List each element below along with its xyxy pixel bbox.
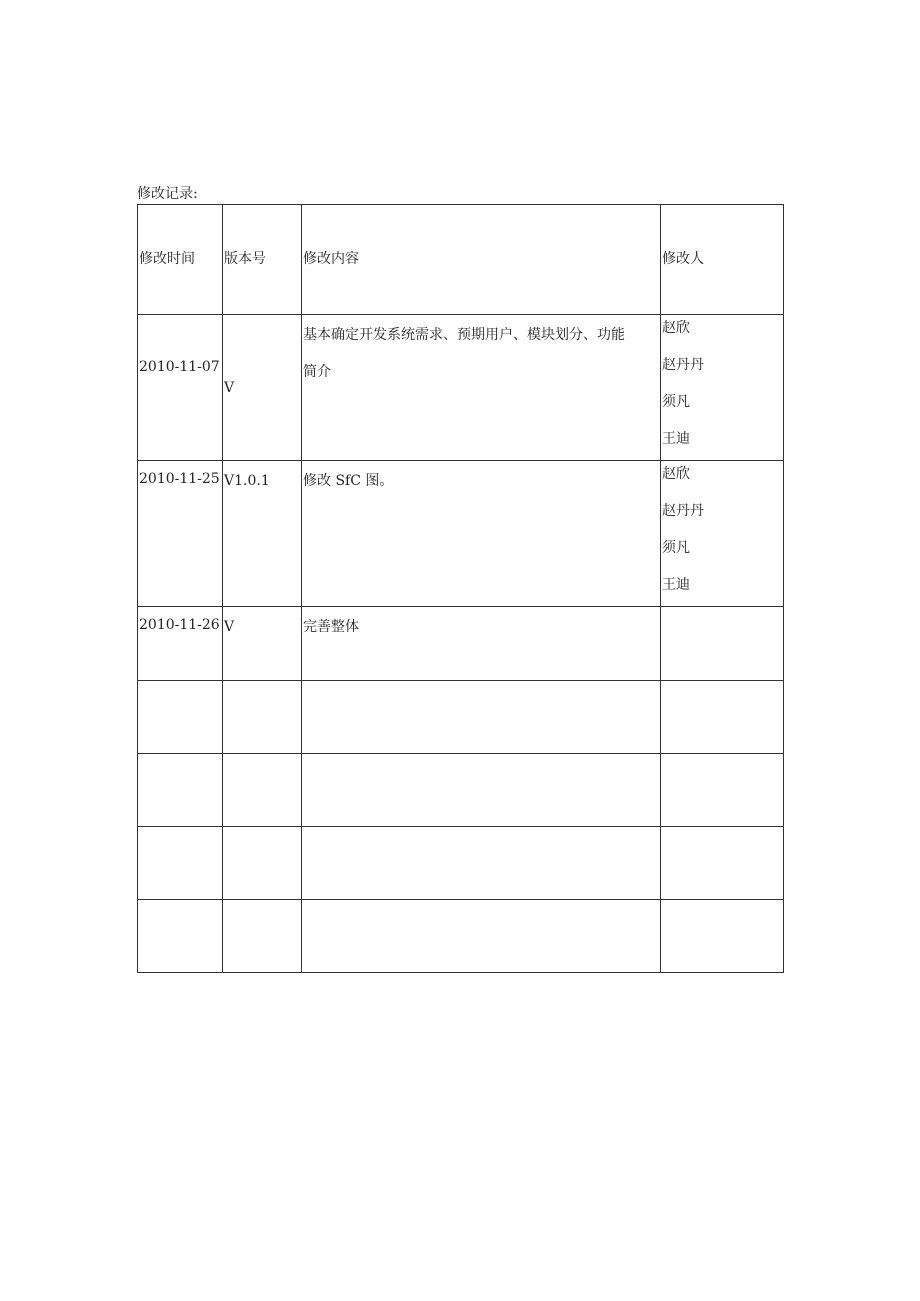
date-cell — [138, 315, 223, 461]
author-name: 赵欣 — [662, 320, 690, 336]
row-version: V1.0.1 — [224, 473, 270, 489]
row-date: 2010-11-26 — [139, 617, 220, 633]
author-name: 赵丹丹 — [662, 357, 704, 373]
version-cell — [223, 827, 302, 900]
version-cell — [223, 315, 302, 461]
content-cell — [302, 315, 661, 461]
content-cell — [302, 681, 661, 754]
author-name: 王迪 — [662, 431, 690, 447]
author-cell — [661, 754, 784, 827]
author-cell — [661, 315, 784, 461]
row-content: 修改 SfC 图。 — [303, 473, 394, 489]
row-content: 基本确定开发系统需求、预期用户、模块划分、功能简介 — [303, 327, 625, 380]
version-cell — [223, 900, 302, 973]
author-list — [662, 315, 704, 463]
version-cell — [223, 754, 302, 827]
content-cell — [302, 754, 661, 827]
version-cell — [223, 681, 302, 754]
header-content: 修改内容 — [303, 251, 359, 267]
row-date: 2010-11-07 — [139, 359, 220, 375]
author-cell — [661, 681, 784, 754]
header-cell-time — [138, 205, 223, 315]
table-row — [138, 827, 784, 900]
table-row — [138, 900, 784, 973]
table-row — [138, 681, 784, 754]
author-name: 须凡 — [662, 394, 690, 410]
row-content: 完善整体 — [303, 619, 359, 635]
date-cell — [138, 681, 223, 754]
version-cell — [223, 607, 302, 681]
author-name: 须凡 — [662, 540, 690, 556]
date-cell — [138, 900, 223, 973]
header-cell-version — [223, 205, 302, 315]
revision-table — [137, 204, 784, 973]
content-cell — [302, 607, 661, 681]
content-cell — [302, 827, 661, 900]
header-time: 修改时间 — [139, 251, 195, 267]
date-cell — [138, 607, 223, 681]
row-version: V — [224, 619, 235, 635]
header-version: 版本号 — [224, 251, 266, 267]
date-cell — [138, 754, 223, 827]
revision-record-label: 修改记录: — [137, 186, 198, 202]
content-cell — [302, 461, 661, 607]
table-row — [138, 607, 784, 681]
author-name: 赵欣 — [662, 466, 690, 482]
author-cell — [661, 607, 784, 681]
header-cell-author — [661, 205, 784, 315]
table-row — [138, 315, 784, 461]
content-cell — [302, 900, 661, 973]
date-cell — [138, 827, 223, 900]
table-header-row — [138, 205, 784, 315]
row-date: 2010-11-25 — [139, 471, 220, 487]
author-cell — [661, 827, 784, 900]
author-cell — [661, 900, 784, 973]
version-cell — [223, 461, 302, 607]
author-name: 赵丹丹 — [662, 503, 704, 519]
author-cell — [661, 461, 784, 607]
table-row — [138, 461, 784, 607]
table-row — [138, 754, 784, 827]
author-list — [662, 461, 704, 609]
row-version: V — [224, 380, 235, 396]
author-name: 王迪 — [662, 577, 690, 593]
header-author: 修改人 — [662, 251, 704, 267]
date-cell — [138, 461, 223, 607]
header-cell-content — [302, 205, 661, 315]
